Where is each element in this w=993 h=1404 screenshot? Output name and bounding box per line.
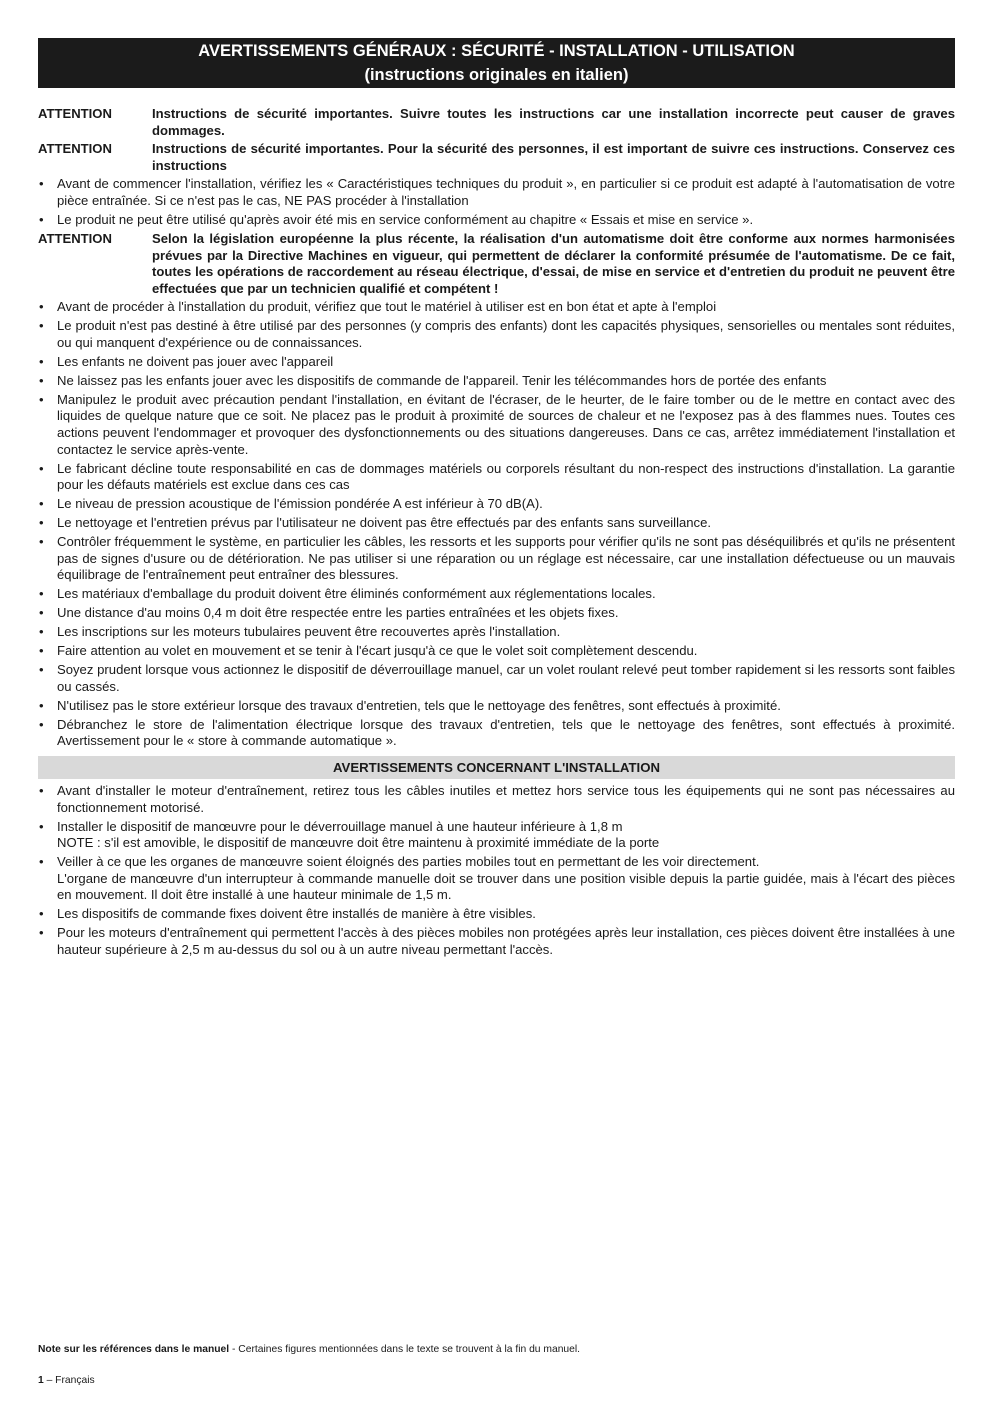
page-footer: [38, 1374, 95, 1388]
warning-label: ATTENTION: [38, 106, 112, 121]
note-label: Note sur les références dans le manuel: [38, 1344, 230, 1355]
bullet-list: [38, 783, 955, 959]
warning-block: [38, 106, 955, 139]
page-title: AVERTISSEMENTS GÉNÉRAUX : SÉCURITÉ - INSTALLATION - UTILISATION: [198, 42, 795, 60]
main-content: [38, 106, 955, 959]
list-item: [38, 605, 955, 622]
warning-block: [38, 141, 955, 174]
list-item: [38, 461, 955, 494]
page-language: – Français: [43, 1375, 95, 1386]
list-item-text: Le produit n'est pas destiné à être utilisé par des personnes (y compris des enfants) dont les capacités physiques, sensorielles ou mentales sont réduites, ou qui manquent d'expérience ou de connaissances.: [57, 318, 955, 350]
bullet-icon: •: [39, 662, 44, 678]
list-item-text: Le fabricant décline toute responsabilité en cas de dommages matériels ou corporels résultant du non-respect des instructions d'installation. La garantie pour les défauts matériels est exclue dans ces cas: [57, 460, 955, 493]
bullet-icon: •: [39, 716, 44, 732]
note-text: - Certaines figures mentionnées dans le texte se trouvent à la fin du manuel.: [229, 1344, 581, 1355]
bullet-icon: •: [39, 643, 44, 659]
bullet-icon: •: [39, 783, 44, 799]
manual-reference-note: [38, 1343, 580, 1357]
list-item: [38, 906, 955, 923]
list-item-text: Installer le dispositif de manœuvre pour le déverrouillage manuel à une hauteur inférieure à 1,8 m: [57, 818, 623, 834]
list-item: [38, 783, 955, 816]
list-item-text: Pour les moteurs d'entraînement qui permettent l'accès à des pièces mobiles non protégées après leur installation, ces pièces doivent être installées à une hauteur supérieure à 2,5 m au-dessus du sol ou à un autre niveau permettant l'accès.: [57, 925, 955, 957]
list-item-text: Les inscriptions sur les moteurs tubulaires peuvent être recouvertes après l'installation.: [57, 624, 561, 640]
list-item: [38, 176, 955, 209]
list-item: [38, 299, 955, 316]
warning-block: [38, 231, 955, 297]
list-item-text: Faire attention au volet en mouvement et se tenir à l'écart jusqu'à ce que le volet soit complètement descendu.: [57, 643, 698, 659]
list-item-text: Avant de commencer l'installation, vérifiez les « Caractéristiques techniques du produit », en particulier si ce produit est adapté à l'automatisation de votre pièce entraînée. Si ce n'est pas le cas, NE PAS procéder à l'installation: [57, 176, 955, 208]
list-item-text: Manipulez le produit avec précaution pendant l'installation, en évitant de l'écraser, de le heurter, de le faire tomber ou de le mettre en contact avec des liquides de quelque nature que ce soit. Ne placez pas le produit à proximité de sources de chaleur et ne l'exposez pas à des flammes nues. Toutes ces actions peuvent l'endommager et provoquer des dysfonctionnements ou des situations dangereuses. Dans ce cas, arrêtez immédiatement l'installation et contactez le service après-vente.: [57, 391, 955, 457]
bullet-list: [38, 176, 955, 228]
page-number: 1: [38, 1375, 44, 1386]
bullet-icon: •: [39, 176, 44, 192]
list-item: [38, 717, 955, 750]
warning-label: ATTENTION: [38, 230, 112, 246]
bullet-icon: •: [39, 353, 44, 369]
bullet-icon: •: [39, 854, 44, 870]
list-item: [38, 392, 955, 458]
page-subtitle: (instructions originales en italien): [364, 66, 629, 84]
bullet-icon: •: [39, 515, 44, 531]
list-item-text: Le niveau de pression acoustique de l'émission pondérée A est inférieur à 70 dB(A).: [57, 496, 543, 512]
list-item: [38, 586, 955, 603]
warning-label: ATTENTION: [38, 141, 112, 157]
bullet-icon: •: [39, 818, 44, 834]
list-item: [38, 698, 955, 715]
list-item: [38, 373, 955, 390]
bullet-icon: •: [39, 496, 44, 512]
list-item-text: Avant de procéder à l'installation du produit, vérifiez que tout le matériel à utiliser est en bon état et apte à l'emploi: [57, 299, 717, 315]
document-page: [38, 38, 955, 961]
list-item: [38, 496, 955, 513]
bullet-icon: •: [39, 211, 44, 227]
bullet-icon: •: [39, 299, 44, 315]
list-item: [38, 925, 955, 958]
list-item-text: Une distance d'au moins 0,4 m doit être respectée entre les parties entraînées et les objets fixes.: [57, 605, 619, 621]
list-item: [38, 515, 955, 532]
list-item: [38, 212, 955, 229]
list-item-text: Les matériaux d'emballage du produit doivent être éliminés conformément aux réglementations locales.: [57, 586, 656, 602]
list-item-text: Les dispositifs de commande fixes doivent être installés de manière à être visibles.: [57, 906, 536, 922]
warning-text: Instructions de sécurité importantes. Suivre toutes les instructions car une installation incorrecte peut causer de graves dommages.: [152, 106, 955, 138]
bullet-icon: •: [39, 624, 44, 640]
list-item-text: Avant d'installer le moteur d'entraînement, retirez tous les câbles inutiles et mettez hors service tous les équipements qui ne sont pas nécessaires au fonctionnement motorisé.: [57, 783, 955, 815]
list-item-text: Contrôler fréquemment le système, en particulier les câbles, les ressorts et les supports pour vérifier qu'ils ne sont pas déséquilibrés et qu'ils ne présentent pas de signes d'usure ou de détérioration. Ne pas utiliser si une réparation ou un réglage est nécessaire, car une installation défectueuse ou un mauvais équilibrage de l'entraînement peut entraîner des blessures.: [57, 534, 955, 583]
list-item-text: Les enfants ne doivent pas jouer avec l'appareil: [57, 353, 334, 369]
list-item-text: Veiller à ce que les organes de manœuvre soient éloignés des parties mobiles tout en permettant de les voir directement.: [57, 854, 760, 870]
list-item-text: Le nettoyage et l'entretien prévus par l'utilisateur ne doivent pas être effectués par des enfants sans surveillance.: [57, 515, 712, 531]
list-item: [38, 819, 955, 852]
warning-text: Selon la législation européenne la plus récente, la réalisation d'un automatisme doit être conforme aux normes harmonisées prévues par la Directive Machines en vigueur, qui permettent de déclarer la conformité présumée de l'automatisme. De ce fait, toutes les opérations de raccordement au réseau électrique, d'essai, de mise en service et d'entretien du produit ne peuvent être effectuées que par un technicien qualifié et compétent !: [152, 230, 955, 296]
list-item: [38, 624, 955, 641]
list-item-text: Ne laissez pas les enfants jouer avec les dispositifs de commande de l'appareil. Tenir les télécommandes hors de portée des enfants: [57, 372, 827, 388]
warning-text: Instructions de sécurité importantes. Pour la sécurité des personnes, il est important de suivre ces instructions. Conservez ces instructions: [152, 141, 955, 173]
bullet-icon: •: [39, 925, 44, 941]
bullet-icon: •: [39, 534, 44, 550]
bullet-icon: •: [39, 697, 44, 713]
list-item: [38, 643, 955, 660]
bullet-icon: •: [39, 605, 44, 621]
list-item: [38, 534, 955, 584]
list-item: [38, 854, 955, 904]
bullet-icon: •: [39, 906, 44, 922]
list-item: [38, 318, 955, 351]
bullet-icon: •: [39, 586, 44, 602]
section-heading: AVERTISSEMENTS CONCERNANT L'INSTALLATION: [38, 756, 955, 779]
list-item-text: Soyez prudent lorsque vous actionnez le dispositif de déverrouillage manuel, car un volet roulant relevé peut tomber rapidement si les ressorts sont faibles ou cassés.: [57, 662, 955, 694]
bullet-icon: •: [39, 318, 44, 334]
bullet-list: [38, 299, 955, 750]
bullet-icon: •: [39, 460, 44, 476]
title-banner: [38, 38, 955, 88]
list-item: [38, 354, 955, 371]
list-item-text: N'utilisez pas le store extérieur lorsque des travaux d'entretien, tels que le nettoyage des fenêtres, sont effectués à proximité.: [57, 697, 781, 713]
bullet-icon: •: [39, 372, 44, 388]
list-item-text: Débranchez le store de l'alimentation électrique lorsque des travaux d'entretien, tels que le nettoyage des fenêtres, sont effectués à proximité. Avertissement pour le « store à commande automatique ».: [57, 716, 955, 749]
bullet-icon: •: [39, 391, 44, 407]
list-item-text: L'organe de manœuvre d'un interrupteur à commande manuelle doit se trouver dans une position visible depuis la partie guidée, mais à l'écart des pièces en mouvement. Il doit être installé à une hauteur minimale de 1,5 m.: [57, 870, 955, 903]
list-item: [38, 662, 955, 695]
list-item-note: NOTE : s'il est amovible, le dispositif de manœuvre doit être maintenu à proximité immédiate de la porte: [57, 835, 660, 851]
list-item-text: Le produit ne peut être utilisé qu'après avoir été mis en service conformément au chapitre « Essais et mise en service ».: [57, 211, 754, 227]
